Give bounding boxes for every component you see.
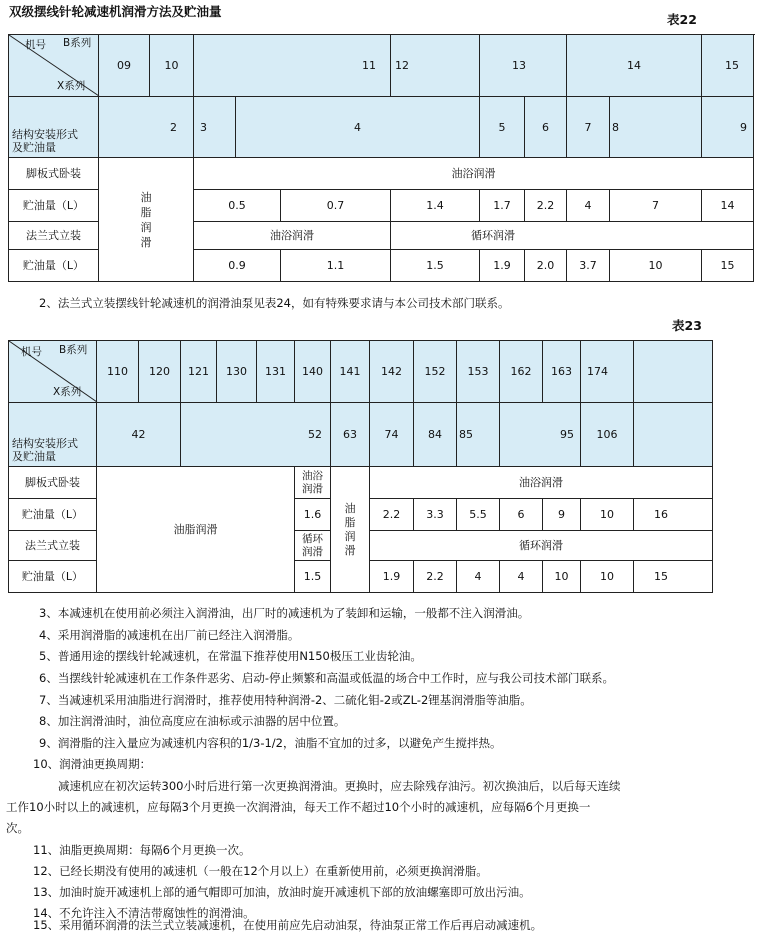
table22-header-mount [9,97,99,158]
table23-oil-cell: 2.2 [370,499,414,531]
table22-oil-cell: 4 [567,190,610,222]
table23-b-cell: 110 [97,341,139,403]
table23-bath-small-line: 润滑 [302,482,323,495]
table22-grease-char: 滑 [140,235,152,249]
table23-oil-cell: 10 [543,561,581,593]
table23-oil-cell: 3.3 [414,499,457,531]
table22-label: 表22 [667,12,697,27]
table23-x-cell: 74 [370,403,414,467]
table23-x-cell: 84 [414,403,457,467]
table22-b-cell: 15 [702,35,754,97]
table23-oil-cell: 4 [500,561,543,593]
table22-oil-label: 贮油量（L） [9,190,99,222]
table22 [8,34,754,282]
table23-b-cell: 153 [457,341,500,403]
note-7: 7、当减速机采用油脂进行润滑时，推荐使用特种润滑-2、二硫化钼-2或ZL-2锂基润滑脂等油脂。 [39,693,532,707]
table22-oil-cell: 0.7 [281,190,391,222]
table22-hdr-amount: 及贮油量 [12,141,56,154]
table23-grease-vertical [331,467,370,593]
table23-x-cell: 63 [331,403,370,467]
table23-oil-label: 贮油量（L） [9,499,97,531]
table23-hdr-mount: 结构安装形式 [12,437,78,450]
table22-x-cell: 8 [610,97,702,158]
table23-oil-cell: 2.2 [414,561,457,593]
table22-oil-cell: 1.5 [391,250,480,282]
table22-oil-cell: 7 [610,190,702,222]
table23-b-cell: 130 [217,341,257,403]
table23-oil-cell: 1.9 [370,561,414,593]
table23-grease-wide: 油脂润滑 [97,467,295,593]
table22-b-cell: 13 [480,35,567,97]
table23-b-cell: 141 [331,341,370,403]
table22-b-cell: 14 [567,35,702,97]
table23-b-cell: 142 [370,341,414,403]
table23-hdr-x: X系列 [53,386,82,398]
note-12: 12、已经长期没有使用的减速机（一般在12个月以上）在重新使用前，必须更换润滑脂。 [33,864,488,878]
table22-x-cell: 5 [480,97,525,158]
table22-grease-char: 润 [140,220,152,234]
table22-oil-cell: 1.9 [480,250,525,282]
table23-label: 表23 [672,318,702,333]
table23-circ-small-line: 润滑 [302,545,323,558]
table23-circ-small-line: 循环 [302,532,323,545]
table23-b-cell: 163 [543,341,581,403]
table22-x-cell: 6 [525,97,567,158]
table22-header-model [9,35,99,97]
table23-oil-cell: 4 [457,561,500,593]
table23-grease-char: 润 [344,529,356,543]
table22-x-cell: 3 [194,97,236,158]
table23-foot-label: 脚板式卧装 [9,467,97,499]
table22-hdr-mount: 结构安装形式 [12,128,78,141]
table22-b-cell: 10 [150,35,194,97]
table22-hdr-x: X系列 [57,80,86,92]
table22-grease-cell [99,158,194,282]
table22-oil-cell: 14 [702,190,754,222]
table23-oil-cell: 16 [634,499,713,531]
table22-x-cell: 7 [567,97,610,158]
table22-grease-char: 脂 [140,205,152,219]
table23-b-cell: 131 [257,341,295,403]
table23-circ-label: 循环润滑 [370,531,713,561]
table23-hdr-amount: 及贮油量 [12,450,56,463]
note-11: 11、油脂更换周期：每隔6个月更换一次。 [33,843,251,857]
table23-grease-char: 脂 [344,515,356,529]
table23-b-cell: 140 [295,341,331,403]
note-5: 5、普通用途的摆线针轮减速机，在常温下推荐使用N150极压工业齿轮油。 [39,649,422,663]
table22-oil-cell: 10 [610,250,702,282]
table23 [8,340,713,593]
note-6: 6、当摆线针轮减速机在工作条件恶劣、启动-停止频繁和高温或低温的场合中工作时，应与我公司技术部门联系。 [39,671,614,685]
note-14: 14、不允许注入不清洁带腐蚀性的润滑油。 [33,906,255,920]
table22-x-cell: 4 [236,97,480,158]
table22-b-cell: 11 [194,35,391,97]
note-3: 3、本减速机在使用前必须注入润滑油，出厂时的减速机为了装卸和运输，一般都不注入润滑油。 [39,606,530,620]
table23-header-model [9,341,97,403]
table23-hdr-model: 机号 [21,346,42,358]
table23-x-cell: 42 [97,403,181,467]
note-8: 8、加注润滑油时，油位高度应在油标或示油器的居中位置。 [39,714,346,728]
table22-oil-label: 贮油量（L） [9,250,99,282]
table23-x-cell: 85 [457,403,500,467]
note-10: 10、润滑油更换周期： [33,757,152,771]
table23-bath-label: 油浴润滑 [370,467,713,499]
table22-foot-label: 脚板式卧装 [9,158,99,190]
table23-grease-char: 滑 [344,543,356,557]
table23-b-cell: 152 [414,341,457,403]
table23-bath-small [295,467,331,499]
table23-oil-small: 1.5 [295,561,331,593]
table22-grease-char: 油 [140,190,152,204]
table23-header-mount [9,403,97,467]
table22-flange-label: 法兰式立装 [9,222,99,250]
table22-oil-cell: 3.7 [567,250,610,282]
table22-oil-cell: 1.4 [391,190,480,222]
table23-x-cell: 52 [181,403,331,467]
table23-b-cell: 121 [181,341,217,403]
note-9: 9、润滑脂的注入量应为减速机内容积的1/3-1/2，油脂不宜加的过多，以避免产生搅拌热。 [39,736,502,750]
table23-x-cell: 106 [581,403,634,467]
table23-x-cell: 95 [500,403,581,467]
table22-x-cell: 9 [702,97,754,158]
table23-oil-cell: 9 [543,499,581,531]
note-2: 2、法兰式立装摆线针轮减速机的润滑油泵见表24，如有特殊要求请与本公司技术部门联系。 [39,296,510,310]
table23-b-cell: 120 [139,341,181,403]
table22-oil-cell: 0.9 [194,250,281,282]
table23-oil-cell: 10 [581,561,634,593]
table22-oil-cell: 15 [702,250,754,282]
table22-hdr-model: 机号 [25,39,46,51]
table22-bath2-label: 油浴润滑 [194,222,391,250]
table23-b-cell: 162 [500,341,543,403]
table23-bath-small-line: 油浴 [302,469,323,482]
table23-b-cell: 174 [581,341,634,403]
table22-oil-cell: 1.1 [281,250,391,282]
table22-x-cell: 2 [99,97,194,158]
table23-flange-label: 法兰式立装 [9,531,97,561]
table23-circ-small [295,531,331,561]
note-10-body-1: 减速机应在初次运转300小时后进行第一次更换润滑油。更换时，应去除残存油污。初次换油后，以后每天连续 [58,779,621,793]
table22-oil-cell: 2.0 [525,250,567,282]
table23-hdr-b: B系列 [59,344,88,356]
table22-bath-label: 油浴润滑 [194,158,754,190]
note-15: 15、采用循环润滑的法兰式立装减速机，在使用前应先启动油泵，待油泵正常工作后再启动减速机。 [33,918,543,932]
note-4: 4、采用润滑脂的减速机在出厂前已经注入润滑脂。 [39,628,300,642]
table23-oil-cell: 5.5 [457,499,500,531]
table22-oil-cell: 2.2 [525,190,567,222]
table22-oil-cell: 0.5 [194,190,281,222]
table23-oil-small: 1.6 [295,499,331,531]
table23-grease-char: 油 [344,501,356,515]
table22-b-cell: 09 [99,35,150,97]
note-10-body-2: 工作10小时以上的减速机，应每隔3个月更换一次润滑油，每天工作不超过10个小时的减速机，应每隔6个月更换一 [6,800,591,814]
table23-b-blank [634,341,713,403]
note-13: 13、加油时旋开减速机上部的通气帽即可加油，放油时旋开减速机下部的放油螺塞即可放出污油。 [33,885,531,899]
page-title: 双级摆线针轮减速机润滑方法及贮油量 [9,4,222,19]
table23-oil-cell: 6 [500,499,543,531]
table23-oil-cell: 15 [634,561,713,593]
table22-b-cell: 12 [391,35,480,97]
table22-oil-cell: 1.7 [480,190,525,222]
note-10-body-3: 次。 [6,821,29,835]
table22-circ-label: 循环润滑 [391,222,754,250]
table23-oil-cell: 10 [581,499,634,531]
table22-hdr-b: B系列 [63,37,92,49]
table23-x-blank [634,403,713,467]
table23-oil-label: 贮油量（L） [9,561,97,593]
